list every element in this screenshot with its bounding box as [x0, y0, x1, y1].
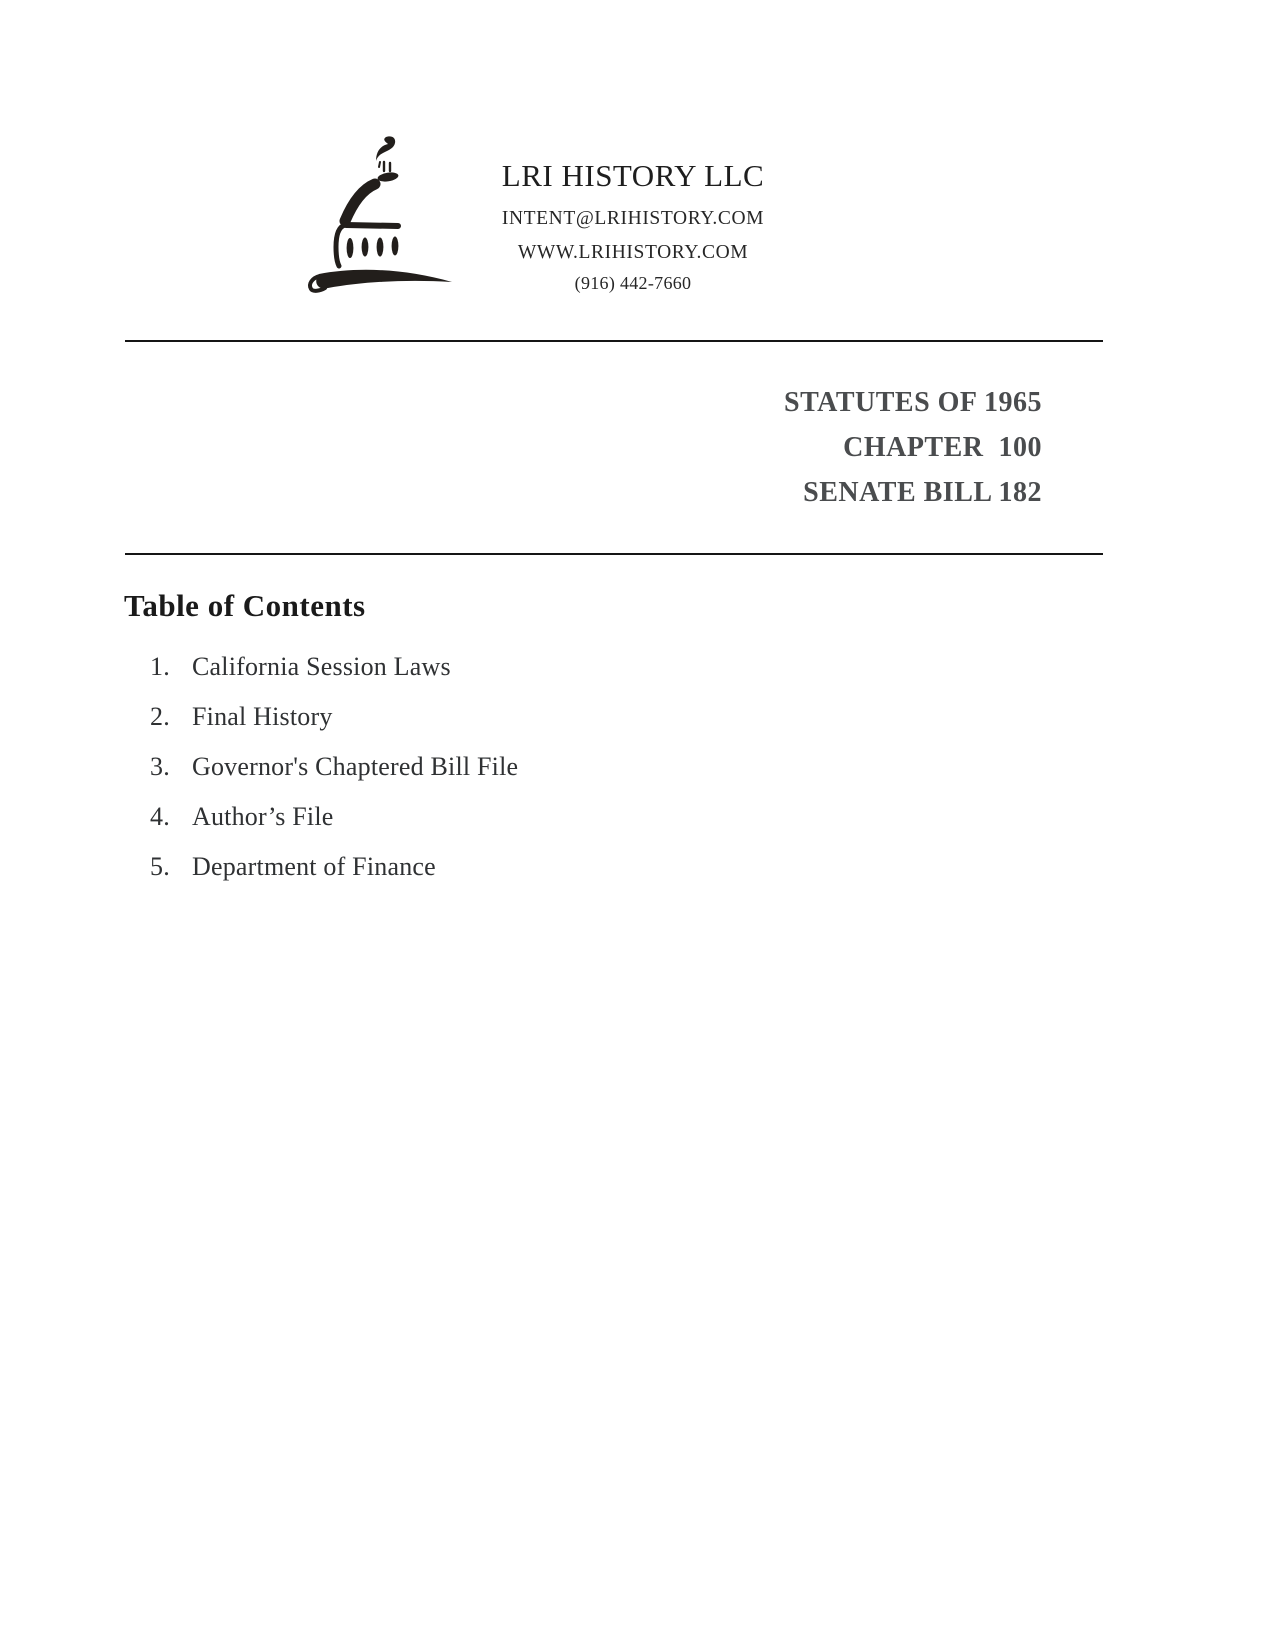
toc-item	[150, 653, 518, 681]
toc-item-label: Author’s File	[192, 802, 334, 831]
senate-bill-line: SENATE BILL 182	[803, 477, 1042, 508]
toc-item	[150, 853, 518, 881]
lantern-tick-icon	[379, 162, 380, 167]
company-phone: (916) 442-7660	[574, 273, 692, 293]
left-wall-stroke	[336, 225, 345, 266]
company-website: WWW.LRIHISTORY.COM	[517, 242, 749, 263]
toc-item-number: 5.	[150, 852, 170, 881]
toc-item-number: 3.	[150, 752, 170, 781]
toc-item-number: 2.	[150, 702, 170, 731]
toc-item-number: 4.	[150, 802, 170, 831]
toc-item-label: Department of Finance	[192, 852, 436, 881]
toc-item	[150, 703, 518, 731]
toc-item-label: Governor's Chaptered Bill File	[192, 752, 519, 781]
cornice-stroke	[346, 225, 398, 226]
base-swoosh	[316, 270, 452, 289]
company-name: LRI HISTORY LLC	[501, 158, 765, 193]
toc-item	[150, 753, 518, 781]
toc-list	[150, 653, 518, 903]
bill-reference-block	[784, 380, 1042, 515]
divider-bottom	[125, 553, 1103, 555]
lantern-base	[377, 171, 399, 183]
toc-item-number: 1.	[150, 652, 170, 681]
column-dots	[347, 237, 399, 259]
flag-finial	[376, 136, 395, 161]
company-email: INTENT@LRIHISTORY.COM	[501, 208, 765, 229]
toc-title: Table of Contents	[124, 588, 366, 623]
letterhead	[433, 158, 833, 294]
toc-item	[150, 803, 518, 831]
chapter-line: CHAPTER 100	[843, 432, 1042, 463]
dome-stroke	[345, 184, 375, 221]
statutes-line: STATUTES OF 1965	[784, 387, 1042, 418]
toc-item-label: California Session Laws	[192, 652, 451, 681]
divider-top	[125, 340, 1103, 342]
toc-item-label: Final History	[192, 702, 333, 731]
